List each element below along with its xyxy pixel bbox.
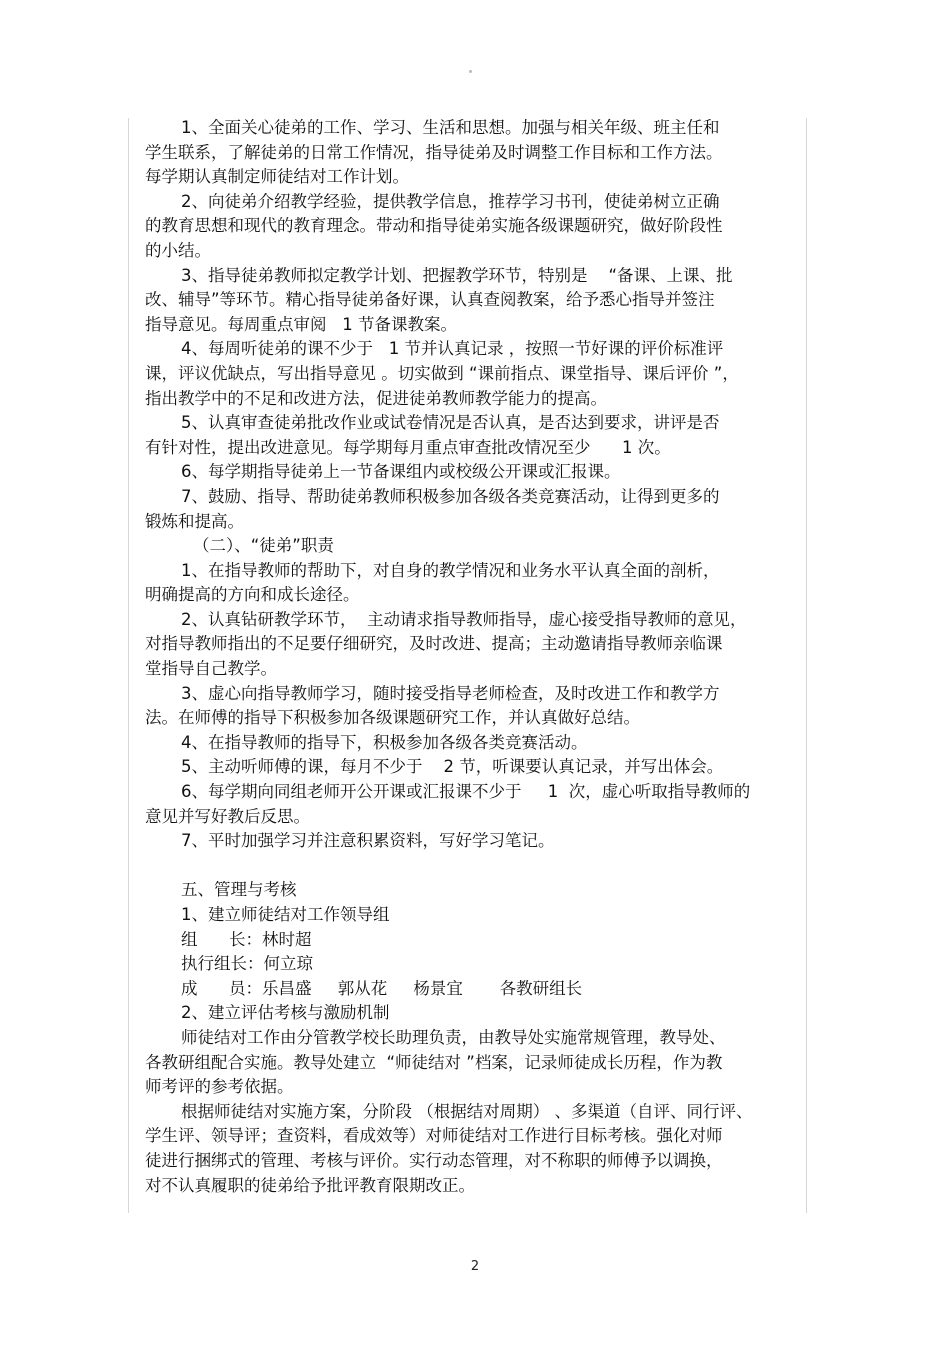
- paragraph-line: 1、全面关心徒弟的工作、学习、生活和思想。加强与相关年级、班主任和: [181, 118, 720, 137]
- paragraph-line: 3、指导徒弟教师拟定教学计划、把握教学环节，特别是 “备课、上课、批: [181, 265, 733, 285]
- paragraph-line: 6、每学期指导徒弟上一节备课组内或校级公开课或汇报课。: [181, 462, 621, 482]
- subsection-heading: 2、建立评估考核与激励机制: [181, 1003, 390, 1023]
- paragraph-line: 5、认真审查徒弟批改作业或试卷情况是否认真，是否达到要求，讲评是否: [181, 413, 720, 433]
- committee-member-line: 执行组长：何立琼: [181, 954, 313, 974]
- paragraph-line: 各教研组配合实施。教导处建立 “师徒结对 ”档案，记录师徒成长历程，作为教: [145, 1052, 723, 1072]
- paragraph-line: 1、在指导教师的帮助下，对自身的教学情况和业务水平认真全面的剖析，: [181, 560, 720, 580]
- subsection-heading: 1、建立师徒结对工作领导组: [181, 905, 390, 924]
- section-heading: （二）、“徒弟”职责: [193, 536, 334, 556]
- paragraph-line: 学生联系，了解徒弟的日常工作情况，指导徒弟及时调整工作目标和工作方法。: [145, 142, 723, 162]
- paragraph-line: 3、虚心向指导教师学习，随时接受指导老师检查，及时改进工作和教学方: [181, 683, 720, 703]
- paragraph-line: 学生评、领导评；查资料，看成效等）对师徒结对工作进行目标考核。强化对师: [145, 1126, 723, 1146]
- paragraph-line: 7、鼓励、指导、帮助徒弟教师积极参加各级各类竞赛活动，让得到更多的: [181, 486, 720, 506]
- paragraph-line: 对不认真履职的徒弟给予批评教育限期改正。: [145, 1175, 475, 1195]
- paragraph-line: 的小结。: [145, 240, 211, 260]
- paragraph-line: 指出教学中的不足和改进方法，促进徒弟教师教学能力的提高。: [145, 388, 607, 408]
- left-margin-rule: [128, 118, 129, 1213]
- paragraph-line: 5、主动听师傅的课，每月不少于 2 节，听课要认真记录，并写出体会。: [181, 757, 724, 777]
- paragraph-line: 2、认真钻研教学环节， 主动请求指导教师指导，虚心接受指导教师的意见，: [181, 609, 747, 629]
- paragraph-line: 7、平时加强学习并注意积累资料，写好学习笔记。: [181, 831, 555, 851]
- paragraph-line: 堂指导自己教学。: [145, 659, 277, 679]
- committee-member-line: 组 长：林时超: [181, 929, 312, 949]
- paragraph-line: 每学期认真制定师徒结对工作计划。: [145, 167, 409, 187]
- paragraph-line: 根据师徒结对实施方案，分阶段 （根据结对周期） 、多渠道（自评、同行评、: [181, 1101, 753, 1121]
- paragraph-line: 师考评的参考依据。: [145, 1077, 294, 1097]
- paragraph-line: 对指导教师指出的不足要仔细研究，及时改进、提高；主动邀请指导教师亲临课: [145, 634, 723, 654]
- paragraph-line: 师徒结对工作由分管教学校长助理负责，由教导处实施常规管理，教导处、: [181, 1027, 726, 1047]
- paragraph-line: 4、每周听徒弟的课不少于 1 节并认真记录 ，按照一节好课的评价标准评: [181, 339, 724, 359]
- paragraph-line: 6、每学期向同组老师开公开课或汇报课不少于 1 次，虚心听取指导教师的: [181, 782, 751, 802]
- header-dot: [469, 70, 472, 73]
- paragraph-line: 明确提高的方向和成长途径。: [145, 585, 360, 605]
- page-number: 2: [470, 1259, 480, 1274]
- blank-line: [145, 854, 805, 879]
- paragraph-line: 意见并写好教后反思。: [145, 806, 310, 826]
- paragraph-line: 有针对性，提出改进意见。每学期每月重点审查批改情况至少 1 次。: [145, 437, 671, 457]
- paragraph-line: 2、向徒弟介绍教学经验，提供教学信息，推荐学习书刊，使徒弟树立正确: [181, 191, 720, 211]
- paragraph-line: 徒进行捆绑式的管理、考核与评价。实行动态管理，对不称职的师傅予以调换，: [145, 1150, 723, 1170]
- section-heading: 五、管理与考核: [181, 880, 297, 900]
- paragraph-line: 锻炼和提高。: [145, 511, 244, 531]
- paragraph-line: 课，评议优缺点，写出指导意见 。切实做到 “课前指点、课堂指导、课后评价 ”，: [145, 363, 739, 383]
- right-margin-rule: [806, 118, 807, 1213]
- paragraph-line: 4、在指导教师的指导下，积极参加各级各类竞赛活动。: [181, 732, 588, 752]
- paragraph-line: 指导意见。每周重点审阅 1 节备课教案。: [145, 314, 457, 334]
- paragraph-line: 改、辅导”等环节。精心指导徒弟备好课，认真查阅教案，给予悉心指导并签注: [145, 290, 715, 310]
- committee-member-line: 成 员：乐昌盛 郭从花 杨景宜 各教研组长: [181, 978, 583, 998]
- paragraph-line: 法。在师傅的指导下积极参加各级课题研究工作，并认真做好总结。: [145, 708, 640, 728]
- paragraph-line: 的教育思想和现代的教育理念。带动和指导徒弟实施各级课题研究，做好阶段性: [145, 216, 723, 236]
- document-body: [145, 116, 805, 1198]
